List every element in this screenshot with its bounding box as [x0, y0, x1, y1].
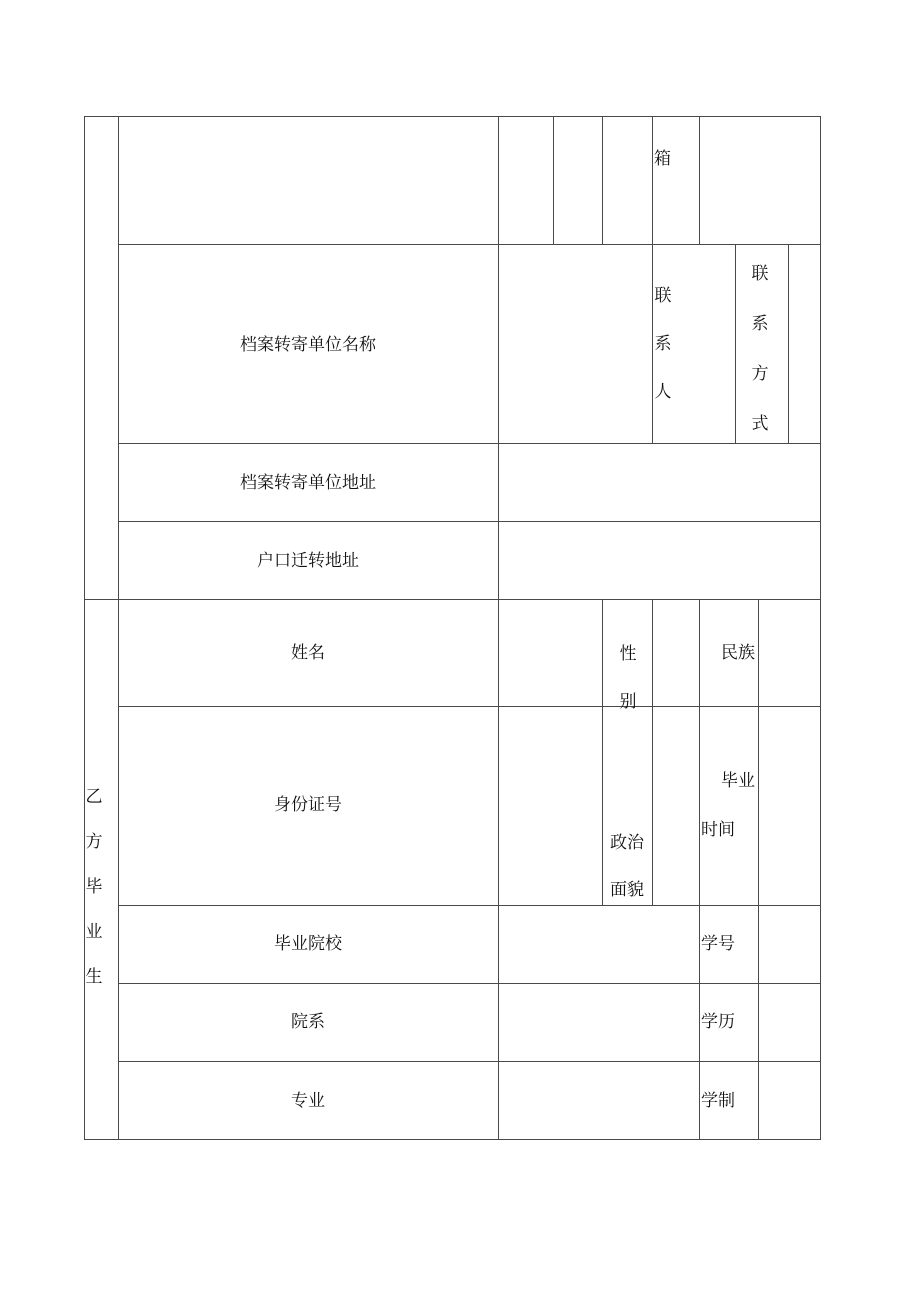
- political-status-label-line2: 面貌: [610, 880, 644, 900]
- r5-divider-c: [699, 599, 700, 1139]
- row-divider-5: [118, 706, 821, 707]
- r2-divider-c: [788, 244, 789, 443]
- r1-divider-b: [602, 116, 603, 244]
- contact-person-label: 联系人: [654, 286, 672, 402]
- political-status-label-line1: 政治: [610, 833, 644, 853]
- r1-divider-a: [553, 116, 554, 244]
- education-label: 学历: [701, 1012, 735, 1032]
- r5-divider-b: [652, 599, 653, 905]
- table-border-right: [820, 116, 821, 1140]
- row-divider-6: [118, 905, 821, 906]
- department-label: 院系: [291, 1012, 325, 1032]
- contact-method-label: 联系方式: [751, 264, 769, 434]
- archive-unit-name-label: 档案转寄单位名称: [240, 335, 376, 355]
- row-divider-8: [118, 1061, 821, 1062]
- r5-divider-a: [602, 599, 603, 905]
- r1-divider-c: [652, 116, 653, 244]
- r1-divider-d: [699, 116, 700, 244]
- archive-unit-address-label: 档案转寄单位地址: [240, 473, 376, 493]
- table-border-top: [84, 116, 821, 117]
- side-col-divider: [118, 116, 119, 1140]
- row-divider-3: [118, 521, 821, 522]
- school-label: 毕业院校: [274, 934, 342, 954]
- table-border-bottom: [84, 1139, 821, 1140]
- gender-label: 性别: [619, 644, 637, 712]
- student-no-label: 学号: [701, 934, 735, 954]
- id-number-label: 身份证号: [274, 795, 342, 815]
- label-col-divider: [498, 116, 499, 1140]
- row-divider-2: [118, 443, 821, 444]
- grad-time-label-line2: 时间: [701, 820, 735, 840]
- major-label: 专业: [291, 1091, 325, 1111]
- row-divider-7: [118, 983, 821, 984]
- section-divider: [84, 599, 821, 600]
- r2-divider-b: [735, 244, 736, 443]
- name-label: 姓名: [291, 643, 325, 663]
- r5-divider-d: [758, 599, 759, 1139]
- row-divider-1: [118, 244, 821, 245]
- box-label: 箱: [654, 149, 671, 169]
- grad-time-label-line1: 毕业: [721, 771, 755, 791]
- ethnicity-label: 民族: [721, 643, 755, 663]
- program-length-label: 学制: [701, 1091, 735, 1111]
- graduate-side-label: 乙方毕业生: [85, 787, 103, 987]
- hukou-address-label: 户口迁转地址: [257, 551, 359, 571]
